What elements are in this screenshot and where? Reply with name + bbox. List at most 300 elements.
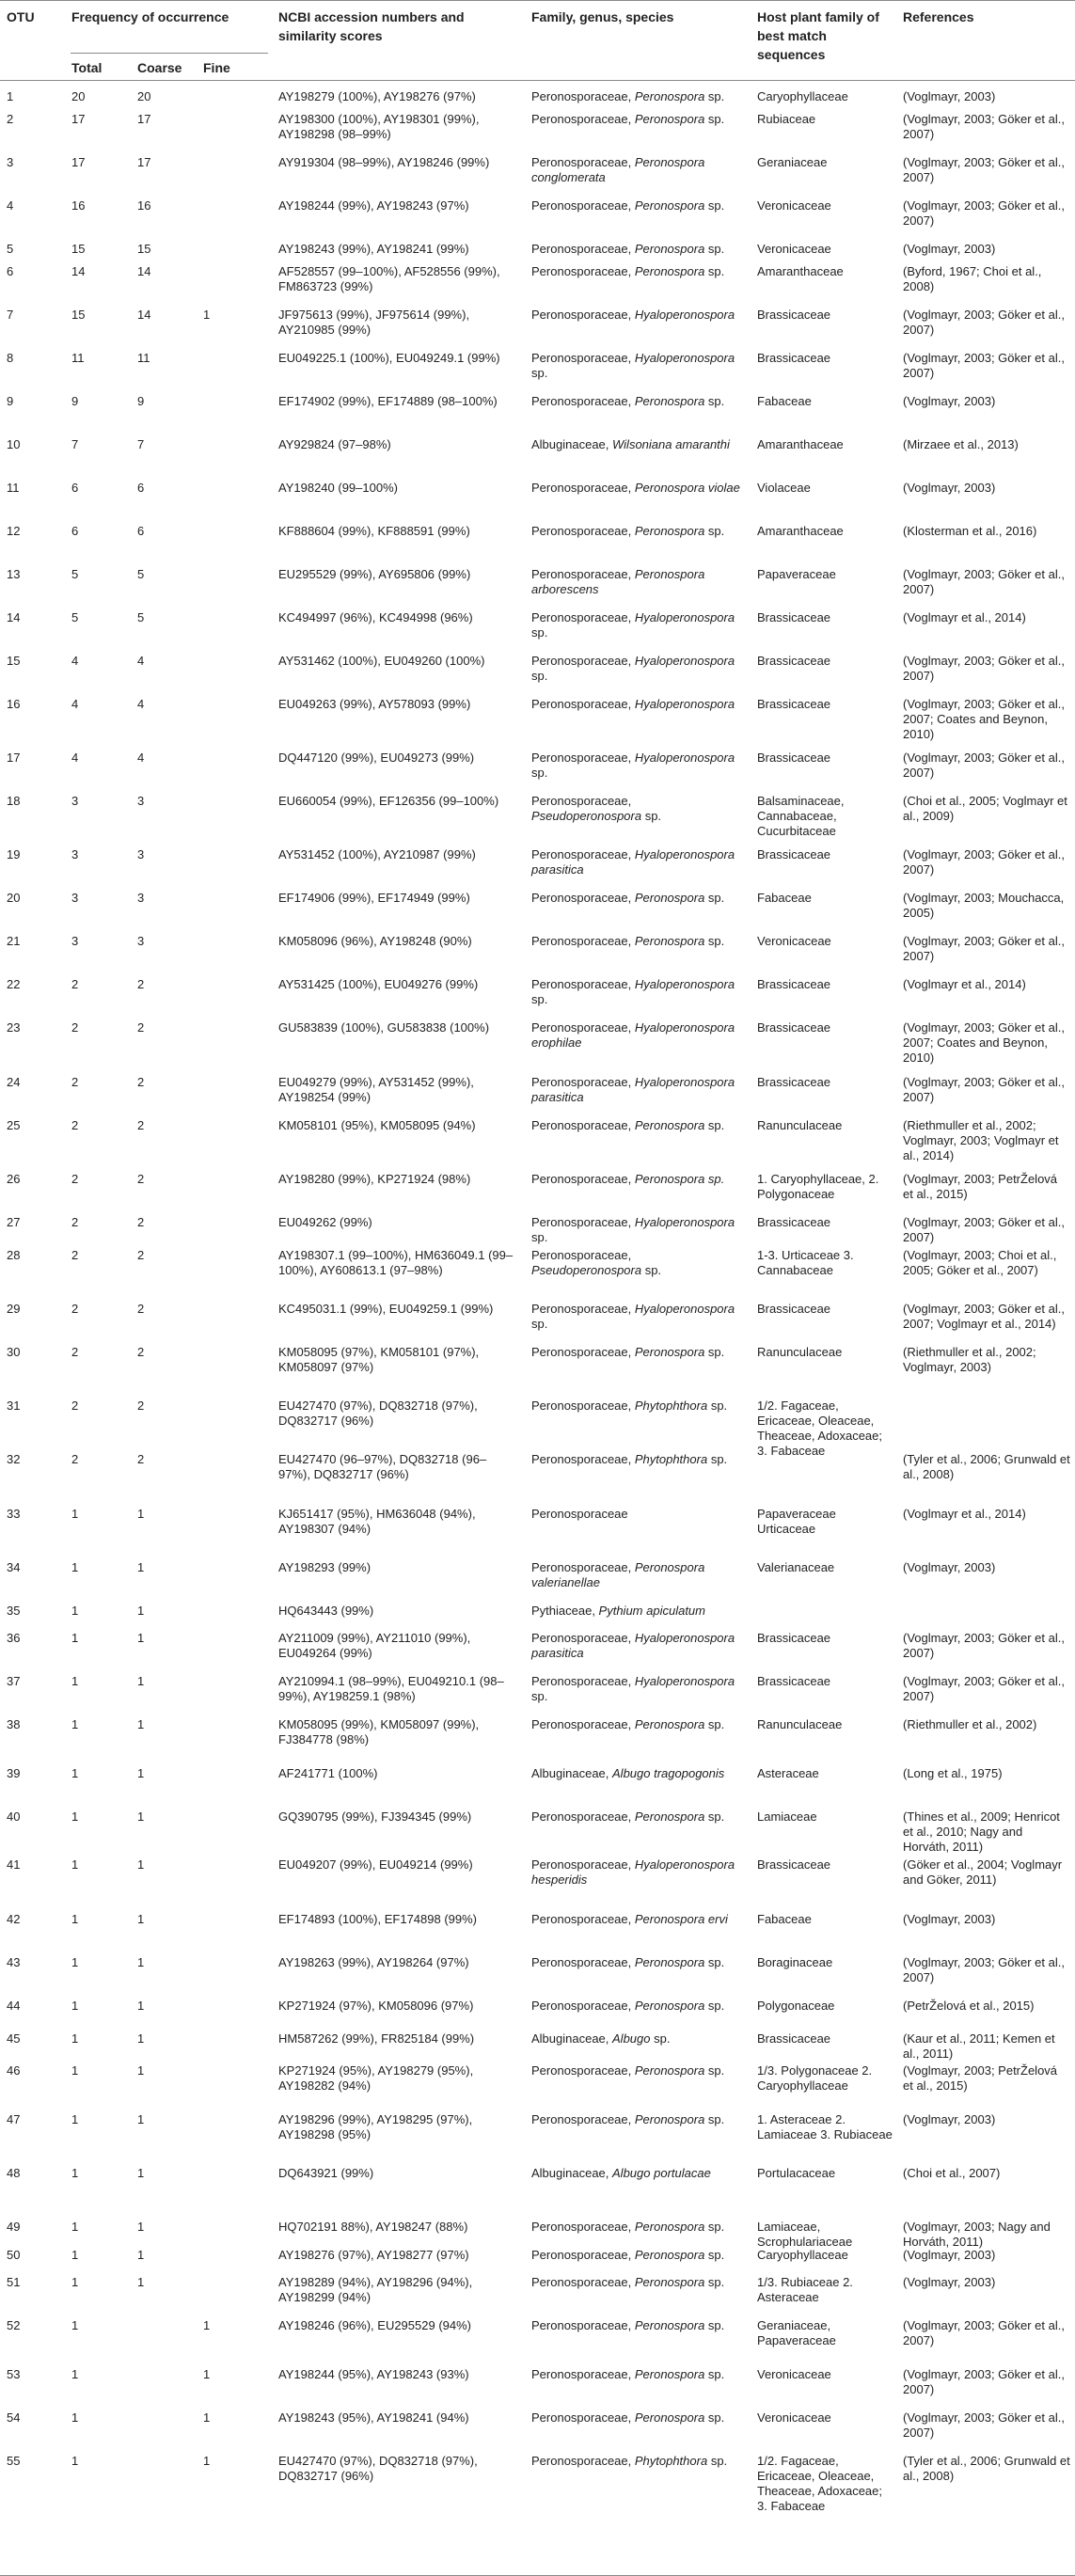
cell-host: Papaveraceae (757, 567, 836, 581)
cell-coarse: 2 (137, 1215, 145, 1229)
cell-host: Ranunculaceae (757, 1118, 843, 1132)
cell-ncbi: KP271924 (95%), AY198279 (95%), AY198282 (94%) (278, 2063, 474, 2093)
cell-coarse: 1 (137, 1955, 145, 1969)
cell-total: 1 (71, 2318, 79, 2332)
cell-host: Lamiaceae, Scrophulariaceae (757, 2220, 853, 2249)
cell-coarse: 2 (137, 1075, 145, 1089)
cell-host: Caryophyllaceae (757, 89, 848, 103)
cell-total: 17 (71, 112, 86, 126)
cell-otu: 25 (7, 1118, 21, 1132)
cell-coarse: 1 (137, 1999, 145, 2013)
cell-family: Peronosporaceae, Peronospora ervi (531, 1912, 728, 1926)
cell-ncbi: AY531452 (100%), AY210987 (99%) (278, 847, 476, 861)
cell-family: Peronosporaceae, Peronospora sp. (531, 891, 725, 905)
cell-ncbi: EF174906 (99%), EF174949 (99%) (278, 891, 470, 905)
cell-coarse: 1 (137, 2166, 145, 2180)
cell-refs: (Voglmayr, 2003; Göker et al., 2007) (903, 155, 1065, 184)
cell-refs: (Choi et al., 2005; Voglmayr et al., 2009) (903, 794, 1067, 823)
cell-family: Peronosporaceae, Hyaloperonospora (531, 308, 735, 322)
cell-total: 1 (71, 1717, 79, 1731)
cell-refs: (Voglmayr, 2003; Choi et al., 2005; Göker et al., 2007) (903, 1248, 1057, 1277)
cell-coarse: 17 (137, 155, 151, 169)
cell-family: Peronosporaceae, Hyaloperonospora sp. (531, 351, 735, 380)
cell-total: 2 (71, 1248, 79, 1262)
cell-coarse: 1 (137, 1810, 145, 1824)
cell-host: Boraginaceae (757, 1955, 833, 1969)
header-fine: Fine (203, 60, 230, 75)
cell-total: 6 (71, 524, 79, 538)
cell-otu: 48 (7, 2166, 21, 2180)
cell-total: 2 (71, 1452, 79, 1466)
cell-ncbi: EU427470 (97%), DQ832718 (97%), DQ832717 (96%) (278, 2454, 478, 2483)
cell-ncbi: AY919304 (98–99%), AY198246 (99%) (278, 155, 490, 169)
cell-ncbi: AY198279 (100%), AY198276 (97%) (278, 89, 476, 103)
cell-refs: (Voglmayr, 2003; Göker et al., 2007) (903, 654, 1065, 683)
cell-coarse: 1 (137, 1631, 145, 1645)
cell-ncbi: EU660054 (99%), EF126356 (99–100%) (278, 794, 499, 808)
cell-refs: (Voglmayr et al., 2014) (903, 977, 1026, 991)
cell-family: Peronosporaceae, Pseudoperonospora sp. (531, 794, 662, 823)
cell-host: Brassicaceae (757, 697, 831, 711)
cell-coarse: 2 (137, 977, 145, 991)
cell-refs: (Voglmayr, 2003; Göker et al., 2007) (903, 2410, 1065, 2440)
cell-refs: (Voglmayr, 2003) (903, 89, 996, 103)
cell-coarse: 4 (137, 654, 145, 668)
cell-refs: (Voglmayr, 2003) (903, 481, 996, 495)
cell-otu: 50 (7, 2248, 21, 2262)
cell-coarse: 1 (137, 2031, 145, 2046)
cell-ncbi: AY198243 (99%), AY198241 (99%) (278, 242, 469, 256)
cell-otu: 47 (7, 2112, 21, 2126)
cell-total: 3 (71, 847, 79, 861)
cell-otu: 49 (7, 2220, 21, 2234)
cell-family: Peronosporaceae, Peronospora sp. (531, 1955, 725, 1969)
cell-total: 2 (71, 1075, 79, 1089)
cell-coarse: 1 (137, 2275, 145, 2289)
cell-ncbi: AF241771 (100%) (278, 1766, 378, 1780)
cell-coarse: 4 (137, 751, 145, 765)
cell-ncbi: EU049225.1 (100%), EU049249.1 (99%) (278, 351, 500, 365)
cell-otu: 4 (7, 198, 14, 213)
cell-ncbi: KJ651417 (95%), HM636048 (94%), AY198307 (94%) (278, 1507, 476, 1536)
cell-host: Ranunculaceae (757, 1345, 843, 1359)
cell-otu: 40 (7, 1810, 21, 1824)
cell-family: Peronosporaceae, Peronospora conglomerata (531, 155, 705, 184)
cell-ncbi: KP271924 (97%), KM058096 (97%) (278, 1999, 474, 2013)
cell-otu: 16 (7, 697, 21, 711)
cell-otu: 45 (7, 2031, 21, 2046)
cell-coarse: 7 (137, 437, 145, 451)
cell-total: 14 (71, 264, 86, 278)
cell-host: Veronicaceae (757, 934, 831, 948)
cell-ncbi: EU427470 (97%), DQ832718 (97%), DQ832717 (96%) (278, 1399, 478, 1428)
cell-otu: 14 (7, 610, 21, 624)
cell-host: 1/2. Fagaceae, Ericaceae, Oleaceae, Theaceae, Adoxaceae; 3. Fabaceae (757, 1399, 882, 1458)
cell-coarse: 3 (137, 847, 145, 861)
cell-coarse: 2 (137, 1020, 145, 1035)
cell-ncbi: AY211009 (99%), AY211010 (99%), EU049264 (99%) (278, 1631, 471, 1660)
cell-total: 2 (71, 1345, 79, 1359)
cell-family: Albuginaceae, Albugo sp. (531, 2031, 671, 2046)
cell-coarse: 2 (137, 1399, 145, 1413)
cell-coarse: 3 (137, 891, 145, 905)
cell-otu: 36 (7, 1631, 21, 1645)
cell-total: 2 (71, 1020, 79, 1035)
cell-total: 4 (71, 751, 79, 765)
cell-host: Amaranthaceae (757, 437, 844, 451)
cell-family: Peronosporaceae, Hyaloperonospora sp. (531, 977, 735, 1006)
cell-coarse: 14 (137, 308, 151, 322)
cell-total: 4 (71, 654, 79, 668)
header-total: Total (71, 60, 103, 75)
cell-otu: 34 (7, 1560, 21, 1574)
cell-refs: (Voglmayr et al., 2014) (903, 610, 1026, 624)
cell-total: 1 (71, 2248, 79, 2262)
cell-ncbi: EU049262 (99%) (278, 1215, 372, 1229)
cell-coarse: 4 (137, 697, 145, 711)
cell-coarse: 16 (137, 198, 151, 213)
cell-host: Rubiaceae (757, 112, 816, 126)
cell-ncbi: EU049263 (99%), AY578093 (99%) (278, 697, 471, 711)
cell-otu: 43 (7, 1955, 21, 1969)
cell-host: Veronicaceae (757, 198, 831, 213)
cell-otu: 39 (7, 1766, 21, 1780)
cell-coarse: 1 (137, 1560, 145, 1574)
cell-ncbi: AY198307.1 (99–100%), HM636049.1 (99–100%), AY608613.1 (97–98%) (278, 1248, 514, 1277)
cell-coarse: 17 (137, 112, 151, 126)
cell-otu: 27 (7, 1215, 21, 1229)
cell-otu: 18 (7, 794, 21, 808)
cell-refs: (Voglmayr, 2003; Göker et al., 2007) (903, 751, 1065, 780)
cell-total: 1 (71, 1810, 79, 1824)
cell-family: Peronosporaceae, Hyaloperonospora parasitica (531, 1075, 735, 1104)
cell-total: 1 (71, 1912, 79, 1926)
cell-family: Peronosporaceae, Peronospora sp. (531, 394, 725, 408)
cell-refs: (Voglmayr, 2003) (903, 2248, 996, 2262)
cell-refs: (Voglmayr, 2003; Göker et al., 2007; Coates and Beynon, 2010) (903, 1020, 1065, 1065)
cell-coarse: 9 (137, 394, 145, 408)
cell-family: Peronosporaceae, Hyaloperonospora parasitica (531, 1631, 735, 1660)
cell-coarse: 15 (137, 242, 151, 256)
cell-host: Lamiaceae (757, 1810, 817, 1824)
cell-total: 5 (71, 567, 79, 581)
cell-ncbi: DQ643921 (99%) (278, 2166, 374, 2180)
cell-otu: 1 (7, 89, 14, 103)
cell-family: Peronosporaceae, Hyaloperonospora (531, 697, 735, 711)
cell-total: 2 (71, 977, 79, 991)
cell-fine: 1 (203, 2454, 211, 2468)
cell-family: Peronosporaceae, Peronospora sp. (531, 1345, 725, 1359)
cell-total: 1 (71, 1857, 79, 1872)
cell-family: Peronosporaceae (531, 1507, 628, 1521)
cell-refs: (Voglmayr, 2003; Göker et al., 2007) (903, 308, 1065, 337)
cell-otu: 30 (7, 1345, 21, 1359)
cell-refs: (Thines et al., 2009; Henricot et al., 2010; Nagy and Horváth, 2011) (903, 1810, 1060, 1854)
cell-otu: 8 (7, 351, 14, 365)
cell-coarse: 2 (137, 1118, 145, 1132)
cell-total: 2 (71, 1215, 79, 1229)
cell-ncbi: HM587262 (99%), FR825184 (99%) (278, 2031, 475, 2046)
cell-family: Peronosporaceae, Peronospora sp. (531, 198, 725, 213)
cell-family: Peronosporaceae, Peronospora sp. (531, 1717, 725, 1731)
cell-total: 1 (71, 2454, 79, 2468)
cell-otu: 20 (7, 891, 21, 905)
cell-host: Fabaceae (757, 394, 812, 408)
cell-total: 1 (71, 1766, 79, 1780)
cell-host: Portulacaceae (757, 2166, 836, 2180)
cell-host: Amaranthaceae (757, 264, 844, 278)
cell-host: Brassicaceae (757, 308, 831, 322)
cell-host: Brassicaceae (757, 2031, 831, 2046)
cell-coarse: 3 (137, 794, 145, 808)
cell-ncbi: AY198244 (99%), AY198243 (97%) (278, 198, 469, 213)
cell-otu: 51 (7, 2275, 21, 2289)
cell-refs: (Voglmayr, 2003; Mouchacca, 2005) (903, 891, 1065, 920)
cell-ncbi: AY531425 (100%), EU049276 (99%) (278, 977, 479, 991)
cell-coarse: 2 (137, 1452, 145, 1466)
cell-family: Peronosporaceae, Peronospora sp. (531, 1172, 725, 1186)
cell-refs: (Kaur et al., 2011; Kemen et al., 2011) (903, 2031, 1055, 2061)
cell-refs: (Riethmuller et al., 2002; Voglmayr, 2003; Voglmayr et al., 2014) (903, 1118, 1059, 1162)
cell-refs: (Voglmayr et al., 2014) (903, 1507, 1026, 1521)
cell-family: Peronosporaceae, Peronospora sp. (531, 524, 725, 538)
cell-total: 15 (71, 308, 86, 322)
cell-family: Albuginaceae, Wilsoniana amaranthi (531, 437, 730, 451)
cell-total: 3 (71, 794, 79, 808)
cell-ncbi: KM058095 (97%), KM058101 (97%), KM058097 (97%) (278, 1345, 480, 1374)
cell-ncbi: AY531462 (100%), EU049260 (100%) (278, 654, 485, 668)
cell-coarse: 2 (137, 1248, 145, 1262)
header-host: Host plant family of best match sequences (757, 9, 879, 62)
cell-host: Brassicaceae (757, 610, 831, 624)
cell-family: Peronosporaceae, Peronospora sp. (531, 112, 725, 126)
cell-ncbi: EF174902 (99%), EF174889 (98–100%) (278, 394, 498, 408)
header-ncbi: NCBI accession numbers and similarity scores (278, 9, 465, 43)
cell-refs: (Mirzaee et al., 2013) (903, 437, 1019, 451)
cell-refs: (Voglmayr, 2003; Göker et al., 2007) (903, 351, 1065, 380)
cell-total: 1 (71, 2063, 79, 2078)
cell-otu: 29 (7, 1302, 21, 1316)
cell-refs: (Voglmayr, 2003; Göker et al., 2007) (903, 934, 1065, 963)
cell-otu: 44 (7, 1999, 21, 2013)
cell-ncbi: GQ390795 (99%), FJ394345 (99%) (278, 1810, 472, 1824)
cell-total: 20 (71, 89, 86, 103)
cell-host: Brassicaceae (757, 1674, 831, 1688)
cell-total: 9 (71, 394, 79, 408)
cell-host: Veronicaceae (757, 2410, 831, 2425)
cell-refs: (Tyler et al., 2006; Grunwald et al., 2008) (903, 1452, 1070, 1481)
cell-host: 1. Asteraceae 2. Lamiaceae 3. Rubiaceae (757, 2112, 893, 2141)
cell-otu: 7 (7, 308, 14, 322)
cell-total: 1 (71, 2112, 79, 2126)
cell-coarse: 1 (137, 1912, 145, 1926)
cell-ncbi: KF888604 (99%), KF888591 (99%) (278, 524, 470, 538)
cell-host: 1-3. Urticaceae 3. Cannabaceae (757, 1248, 854, 1277)
cell-total: 1 (71, 1560, 79, 1574)
cell-otu: 12 (7, 524, 21, 538)
cell-coarse: 20 (137, 89, 151, 103)
cell-refs: (Voglmayr, 2003; Göker et al., 2007) (903, 847, 1065, 877)
cell-coarse: 5 (137, 610, 145, 624)
cell-host: Asteraceae (757, 1766, 819, 1780)
cell-family: Peronosporaceae, Peronospora sp. (531, 89, 725, 103)
cell-ncbi: AY198296 (99%), AY198295 (97%), AY198298 (95%) (278, 2112, 473, 2141)
cell-family: Peronosporaceae, Hyaloperonospora sp. (531, 751, 735, 780)
cell-refs: (Voglmayr, 2003; Göker et al., 2007) (903, 198, 1065, 228)
cell-ncbi: AY198300 (100%), AY198301 (99%), AY198298 (98–99%) (278, 112, 480, 141)
cell-family: Peronosporaceae, Hyaloperonospora erophilae (531, 1020, 735, 1050)
cell-family: Peronosporaceae, Hyaloperonospora hesperidis (531, 1857, 735, 1887)
cell-refs: (Voglmayr, 2003) (903, 1912, 996, 1926)
cell-coarse: 2 (137, 1172, 145, 1186)
cell-family: Peronosporaceae, Peronospora sp. (531, 264, 725, 278)
table-top-rule (0, 0, 1075, 1)
cell-ncbi: AY198263 (99%), AY198264 (97%) (278, 1955, 469, 1969)
cell-host: Fabaceae (757, 891, 812, 905)
cell-refs: (Voglmayr, 2003) (903, 2112, 996, 2126)
cell-otu: 55 (7, 2454, 21, 2468)
cell-total: 17 (71, 155, 86, 169)
cell-ncbi: AY198289 (94%), AY198296 (94%), AY198299 (94%) (278, 2275, 473, 2304)
cell-family: Peronosporaceae, Peronospora sp. (531, 934, 725, 948)
cell-host: Amaranthaceae (757, 524, 844, 538)
header-family: Family, genus, species (531, 9, 674, 24)
cell-host: Brassicaceae (757, 1302, 831, 1316)
cell-refs: (Byford, 1967; Choi et al., 2008) (903, 264, 1042, 293)
cell-ncbi: EU049279 (99%), AY531452 (99%), AY198254 (99%) (278, 1075, 474, 1104)
cell-otu: 13 (7, 567, 21, 581)
cell-otu: 9 (7, 394, 14, 408)
cell-family: Peronosporaceae, Peronospora sp. (531, 1999, 725, 2013)
cell-host: Papaveraceae Urticaceae (757, 1507, 836, 1536)
cell-total: 1 (71, 1999, 79, 2013)
cell-otu: 22 (7, 977, 21, 991)
cell-refs: (Tyler et al., 2006; Grunwald et al., 2008) (903, 2454, 1070, 2483)
cell-refs: (Voglmayr, 2003; Göker et al., 2007) (903, 1674, 1065, 1703)
cell-family: Peronosporaceae, Peronospora sp. (531, 1810, 725, 1824)
cell-ncbi: GU583839 (100%), GU583838 (100%) (278, 1020, 490, 1035)
cell-total: 1 (71, 1674, 79, 1688)
cell-host: Brassicaceae (757, 977, 831, 991)
header-coarse: Coarse (137, 60, 182, 75)
cell-coarse: 1 (137, 2063, 145, 2078)
cell-total: 3 (71, 934, 79, 948)
cell-host: Veronicaceae (757, 242, 831, 256)
cell-coarse: 2 (137, 1302, 145, 1316)
cell-host: Veronicaceae (757, 2367, 831, 2381)
cell-total: 6 (71, 481, 79, 495)
cell-refs: (Riethmuller et al., 2002) (903, 1717, 1037, 1731)
cell-ncbi: EU049207 (99%), EU049214 (99%) (278, 1857, 473, 1872)
cell-otu: 17 (7, 751, 21, 765)
cell-family: Peronosporaceae, Peronospora sp. (531, 1118, 725, 1132)
header-frequency: Frequency of occurrence (71, 9, 229, 24)
cell-family: Peronosporaceae, Peronospora sp. (531, 2063, 725, 2078)
cell-fine: 1 (203, 2410, 211, 2425)
cell-ncbi: KC495031.1 (99%), EU049259.1 (99%) (278, 1302, 494, 1316)
cell-host: Caryophyllaceae (757, 2248, 848, 2262)
cell-otu: 33 (7, 1507, 21, 1521)
cell-ncbi: AY210994.1 (98–99%), EU049210.1 (98–99%), AY198259.1 (98%) (278, 1674, 504, 1703)
cell-total: 1 (71, 2410, 79, 2425)
cell-host: Geraniaceae, Papaveraceae (757, 2318, 836, 2347)
cell-family: Peronosporaceae, Pseudoperonospora sp. (531, 1248, 662, 1277)
cell-otu: 26 (7, 1172, 21, 1186)
cell-refs: (Voglmayr, 2003; Göker et al., 2007) (903, 1215, 1065, 1244)
cell-host: Brassicaceae (757, 1215, 831, 1229)
cell-total: 11 (71, 351, 85, 365)
cell-otu: 19 (7, 847, 21, 861)
cell-ncbi: AY198243 (95%), AY198241 (94%) (278, 2410, 469, 2425)
header-references: References (903, 9, 974, 24)
cell-ncbi: KM058101 (95%), KM058095 (94%) (278, 1118, 476, 1132)
cell-otu: 15 (7, 654, 21, 668)
cell-total: 2 (71, 1302, 79, 1316)
cell-refs: (Voglmayr, 2003; Göker et al., 2007) (903, 567, 1065, 596)
cell-family: Albuginaceae, Albugo portulacae (531, 2166, 711, 2180)
cell-total: 1 (71, 2166, 79, 2180)
cell-total: 1 (71, 1631, 79, 1645)
cell-host: Ranunculaceae (757, 1717, 843, 1731)
cell-family: Peronosporaceae, Peronospora violae (531, 481, 740, 495)
cell-host: 1/2. Fagaceae, Ericaceae, Oleaceae, Theaceae, Adoxaceae; 3. Fabaceae (757, 2454, 882, 2513)
cell-coarse: 1 (137, 2112, 145, 2126)
cell-otu: 2 (7, 112, 14, 126)
cell-coarse: 1 (137, 1674, 145, 1688)
cell-coarse: 1 (137, 2220, 145, 2234)
cell-refs: (Voglmayr, 2003; PetrŽelová et al., 2015) (903, 2063, 1058, 2093)
cell-family: Peronosporaceae, Hyaloperonospora sp. (531, 1674, 735, 1703)
cell-refs: (Long et al., 1975) (903, 1766, 1003, 1780)
cell-family: Peronosporaceae, Peronospora sp. (531, 242, 725, 256)
cell-coarse: 6 (137, 481, 145, 495)
cell-refs: (Voglmayr, 2003; Göker et al., 2007; Voglmayr et al., 2014) (903, 1302, 1065, 1331)
cell-coarse: 3 (137, 934, 145, 948)
cell-refs: (Voglmayr, 2003) (903, 1560, 996, 1574)
cell-refs: (Voglmayr, 2003; Nagy and Horváth, 2011) (903, 2220, 1051, 2249)
cell-family: Peronosporaceae, Phytophthora sp. (531, 1399, 728, 1413)
cell-coarse: 6 (137, 524, 145, 538)
cell-refs: (Voglmayr, 2003; Göker et al., 2007) (903, 1631, 1065, 1660)
cell-host: Polygonaceae (757, 1999, 835, 2013)
cell-otu: 52 (7, 2318, 21, 2332)
cell-refs: (Choi et al., 2007) (903, 2166, 1001, 2180)
cell-host: Balsaminaceae, Cannabaceae, Cucurbitaceae (757, 794, 845, 838)
cell-fine: 1 (203, 2367, 211, 2381)
cell-ncbi: AY929824 (97–98%) (278, 437, 391, 451)
cell-host: Valerianaceae (757, 1560, 835, 1574)
cell-refs: (PetrŽelová et al., 2015) (903, 1999, 1035, 2013)
cell-total: 1 (71, 2367, 79, 2381)
cell-coarse: 2 (137, 1345, 145, 1359)
cell-otu: 38 (7, 1717, 21, 1731)
cell-host: 1/3. Polygonaceae 2. Caryophyllaceae (757, 2063, 873, 2093)
cell-refs: (Göker et al., 2004; Voglmayr and Göker, 2011) (903, 1857, 1063, 1887)
cell-family: Peronosporaceae, Peronospora sp. (531, 2318, 725, 2332)
cell-refs: (Voglmayr, 2003; Göker et al., 2007) (903, 1955, 1065, 1984)
cell-host: Fabaceae (757, 1912, 812, 1926)
cell-otu: 3 (7, 155, 14, 169)
cell-family: Peronosporaceae, Hyaloperonospora sp. (531, 1302, 735, 1331)
cell-coarse: 1 (137, 1857, 145, 1872)
cell-total: 1 (71, 2220, 79, 2234)
cell-ncbi: EU427470 (96–97%), DQ832718 (96–97%), DQ832717 (96%) (278, 1452, 487, 1481)
cell-otu: 41 (7, 1857, 21, 1872)
cell-ncbi: AY198293 (99%) (278, 1560, 372, 1574)
cell-ncbi: DQ447120 (99%), EU049273 (99%) (278, 751, 475, 765)
cell-family: Peronosporaceae, Phytophthora sp. (531, 2454, 728, 2468)
cell-family: Peronosporaceae, Peronospora sp. (531, 2248, 725, 2262)
